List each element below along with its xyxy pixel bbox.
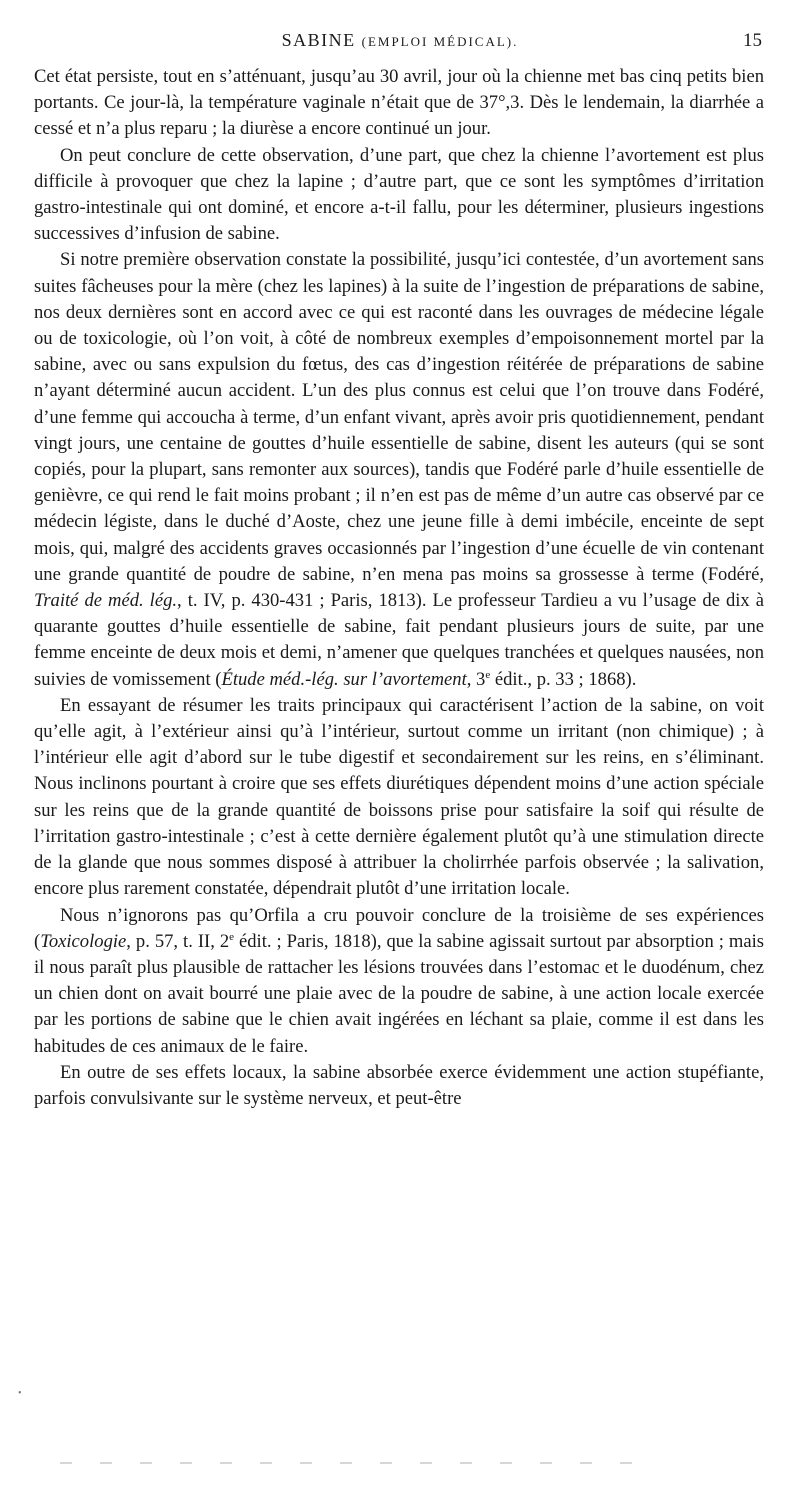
italic-run: Toxicologie (40, 930, 127, 952)
text-run: On peut conclure de cette observation, d’une part, que chez la chienne l’avortement est plus difficile à provoquer que chez la lapine ; d’autre part, que ce sont les symptômes d’irritation gastro-intestinale qui ont dominé, et encore a-t-il fallu, pour les déterminer, plusieurs ingestions successives d’infusion de sabine. (34, 144, 764, 245)
running-title-main: SABINE (281, 30, 356, 50)
paragraph-3 (34, 247, 764, 692)
margin-dot: • (18, 1388, 22, 1399)
text-run: Cet état persiste, tout en s’atténuant, jusqu’au 30 avril, jour où la chienne met bas cinq petits bien portants. Ce jour-là, la température vaginale n’était que de 37°,3. Dès le lendemain, la diarrhée a cessé et n’a plus reparu ; la diurèse a encore continué un jour. (34, 66, 764, 140)
superscript: e (485, 668, 491, 681)
bleed-through-line (60, 1462, 660, 1464)
text-run: Si notre première observation constate la possibilité, jusqu’ici contestée, d’un avortement sans suites fâcheuses pour la mère (chez les lapines) à la suite de l’ingestion de préparations de sabine, nos deux dernières sont en accord avec ce qui est raconté dans les ouvrages de médecine légale ou de toxicologie, où l’on voit, à côté de nombreux exemples d’empoisonnement mortel par la sabine, avec ou sans expulsion du fœtus, des cas d’ingestion réitérée de préparations de sabine n’ayant déterminé aucun accident. L’un des plus connus est celui que l’on trouve dans Fodéré, d’une femme qui accoucha à terme, d’un enfant vivant, après avoir pris quotidiennement, pendant vingt jours, une centaine de gouttes d’huile essentielle de sabine, disent les auteurs (qui se sont copiés, pour la plupart, sans remonter aux sources), tandis que Fodéré parle d’huile essentielle de genièvre, ce qui rend le fait moins probant ; il n’en est pas de même d’un autre cas observé par ce médecin légiste, dans le duché d’Aoste, chez une jeune fille à demi imbécile, enceinte de sept mois, qui, malgré des accidents graves occasionnés par l’ingestion d’une écuelle de vin contenant une grande quantité de poudre de sabine, n’en mena pas moins sa grossesse à terme (Fodéré, (34, 249, 764, 585)
text-run: édit., p. 33 ; 1868). (490, 668, 637, 690)
italic-run: Étude méd.-lég. sur l’avortement (221, 668, 467, 690)
paragraph-4 (34, 693, 764, 903)
superscript: e (229, 930, 235, 943)
paragraph-5 (34, 903, 764, 1060)
text-run: , 3 (466, 668, 486, 690)
text-run: , t. IV, p. 430-431 ; Paris, 1813). Le professeur Tardieu a vu l’usage de dix à quarante gouttes d’huile essentielle de sabine, fait pendant plusieurs jours de suite, par une femme enceinte de deux mois et demi, n’amener que quelques tranchées et quelques nausées, non suivies de vomissement ( (34, 590, 764, 690)
body-text (34, 64, 764, 1112)
text-run: , p. 57, t. II, 2 (126, 930, 230, 952)
text-run: Nous n’ignorons pas qu’Orfila a cru pouvoir conclure de la troisième de ses expériences ( (34, 904, 764, 952)
paragraph-6 (34, 1060, 764, 1112)
running-title-sub: (EMPLOI MÉDICAL). (361, 34, 519, 49)
text-run: En outre de ses effets locaux, la sabine absorbée exerce évidemment une action stupéfiante, parfois convulsivante sur le système nerveux, et peut-être (34, 1061, 764, 1109)
running-title (0, 30, 800, 51)
italic-run: Traité de méd. lég. (34, 590, 178, 612)
page-number: 15 (743, 30, 762, 51)
paragraph-1 (34, 64, 764, 143)
page-header (0, 30, 800, 56)
text-run: édit. ; Paris, 1818), que la sabine agissait surtout par absorption ; mais il nous paraît plus plausible de rattacher les lésions trouvées dans l’estomac et le duodénum, chez un chien dont on avait bourré une plaie avec de la poudre de sabine, à une action locale exercée par les portions de sabine que le chien avait ingérées en léchant sa plaie, comme il est dans les habitudes de ces animaux de le faire. (34, 930, 764, 1057)
text-run: En essayant de résumer les traits principaux qui caractérisent l’action de la sabine, on voit qu’elle agit, à l’extérieur ainsi qu’à l’intérieur, surtout comme un irritant (non chimique) ; à l’intérieur elle agit d’abord sur le tube digestif et secondairement sur les reins, en s’éliminant. Nous inclinons pourtant à croire que ses effets diurétiques dépendent moins d’une action spéciale sur les reins que de la grande quantité de boissons prise pour satisfaire la soif qui résulte de l’irritation gastro-intestinale ; c’est à cette dernière également plutôt qu’à une stimulation directe de la glande que nous sommes disposé à attribuer la cholirrhée parfois observée ; la salivation, encore plus rarement constatée, dépendrait plutôt d’une irritation locale. (34, 694, 764, 900)
paragraph-2 (34, 143, 764, 248)
